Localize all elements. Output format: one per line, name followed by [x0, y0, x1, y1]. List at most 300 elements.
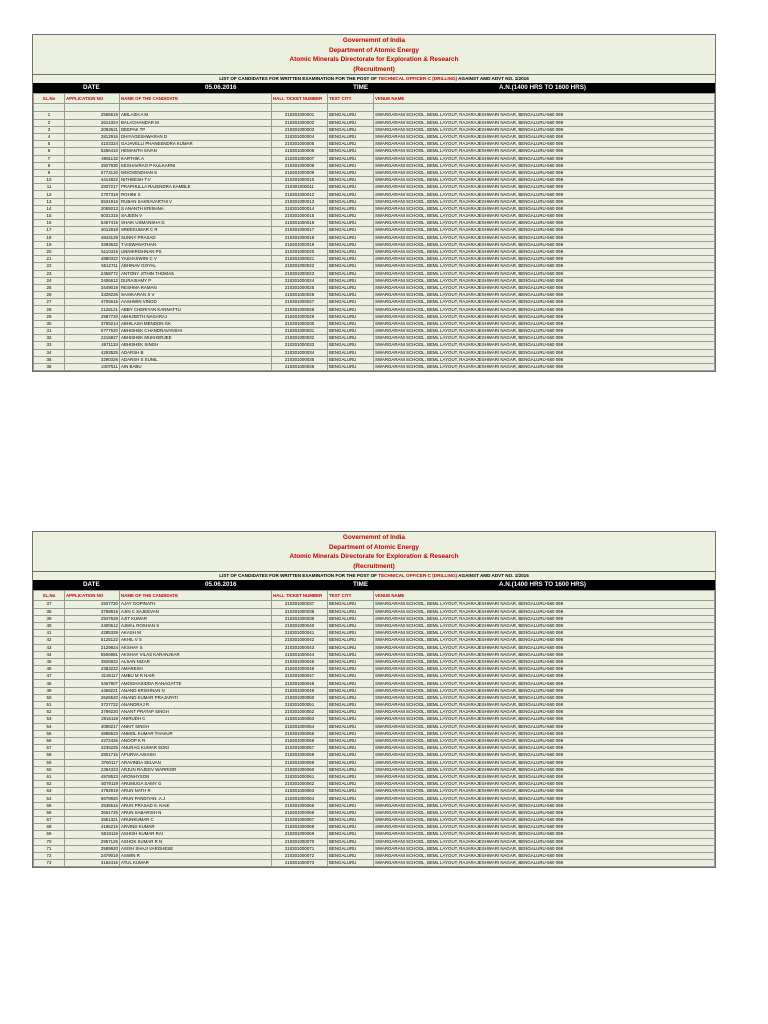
cell-test-city: BENGALURU [328, 680, 374, 687]
cell-venue: SWARGARANI SCHOOL, BEML LAYOUT, RAJARAJESHWARI NAGAR, BENGALURU-560 098 [374, 299, 715, 306]
letterhead-line-4: (Recruitment) [353, 65, 395, 73]
cell-application-no: 2566619 [65, 112, 120, 119]
cell-application-no: 2535516 [65, 802, 120, 809]
cell-application-no: 2406612 [65, 277, 120, 284]
cell-slno: 63 [34, 788, 65, 795]
list-title-suffix: AGAINST AMD ADVT NO. 1/2016 [458, 573, 529, 579]
cell-candidate-name: T.VISWANATHAN [120, 241, 272, 248]
cell-venue: SWARGARANI SCHOOL, BEML LAYOUT, RAJARAJESHWARI NAGAR, BENGALURU-560 098 [374, 651, 715, 658]
cell-hall-ticket: 210301000023 [272, 270, 328, 277]
cell-application-no: 2851321 [65, 817, 120, 824]
cell-test-city: BENGALURU [328, 795, 374, 802]
cell-venue: SWARGARANI SCHOOL, BEML LAYOUT, RAJARAJESHWARI NAGAR, BENGALURU-560 098 [374, 313, 715, 320]
cell-test-city: BENGALURU [328, 687, 374, 694]
cell-test-city: BENGALURU [328, 133, 374, 140]
cell-venue: SWARGARANI SCHOOL, BEML LAYOUT, RAJARAJESHWARI NAGAR, BENGALURU-560 098 [374, 709, 715, 716]
cell-hall-ticket: 210301000054 [272, 723, 328, 730]
table-row [34, 292, 715, 299]
cell-candidate-name: AKHIL V S [120, 637, 272, 644]
cell-candidate-name: UNNIKRISHNAN PS [120, 248, 272, 255]
letterhead-line-1: Governemnt of India [342, 534, 406, 541]
cell-venue: SWARGARANI SCHOOL, BEML LAYOUT, RAJARAJESHWARI NAGAR, BENGALURU-560 098 [374, 320, 715, 327]
cell-application-no: 4971134 [65, 342, 120, 349]
cell-candidate-name: KARTHIK.A [120, 155, 272, 162]
col-header-hall-ticket: HALL TICKET NUMBER [272, 591, 328, 601]
cell-venue: SWARGARANI SCHOOL, BEML LAYOUT, RAJARAJESHWARI NAGAR, BENGALURU-560 098 [374, 155, 715, 162]
cell-application-no: 4285329 [65, 630, 120, 637]
col-header-venue: VENUE NAME [374, 591, 715, 601]
cell-venue: SWARGARANI SCHOOL, BEML LAYOUT, RAJARAJESHWARI NAGAR, BENGALURU-560 098 [374, 694, 715, 701]
cell-test-city: BENGALURU [328, 349, 374, 356]
cell-venue: SWARGARANI SCHOOL, BEML LAYOUT, RAJARAJESHWARI NAGAR, BENGALURU-560 098 [374, 126, 715, 133]
cell-hall-ticket: 210301000055 [272, 730, 328, 737]
table-row [34, 694, 715, 701]
cell-candidate-name: ANMOL KUMAR THAKUR [120, 730, 272, 737]
cell-candidate-name: ASHISH KUMAR RAI [120, 831, 272, 838]
cell-slno: 18 [34, 234, 65, 241]
cell-venue: SWARGARANI SCHOOL, BEML LAYOUT, RAJARAJESHWARI NAGAR, BENGALURU-560 098 [374, 860, 715, 867]
col-header-venue: VENUE NAME [374, 94, 715, 104]
cell-candidate-name: SUNNY PRASAD [120, 234, 272, 241]
cell-venue: SWARGARANI SCHOOL, BEML LAYOUT, RAJARAJESHWARI NAGAR, BENGALURU-560 098 [374, 601, 715, 608]
cell-hall-ticket: 210301000052 [272, 709, 328, 716]
cell-candidate-name: ABILASH A M [120, 112, 272, 119]
cell-application-no: 4414822 [65, 177, 120, 184]
cell-application-no: 4880322 [65, 256, 120, 263]
cell-candidate-name: MOOVENDHAN S [120, 169, 272, 176]
cell-hall-ticket: 210301000003 [272, 126, 328, 133]
cell-candidate-name: ANIRUDH C [120, 716, 272, 723]
cell-candidate-name: ARUN NATH R [120, 788, 272, 795]
table-row [34, 687, 715, 694]
cell-candidate-name: AKSHAY S [120, 644, 272, 651]
cell-slno: 11 [34, 184, 65, 191]
cell-application-no: 3755214 [65, 320, 120, 327]
cell-slno: 31 [34, 328, 65, 335]
cell-hall-ticket: 210301000039 [272, 615, 328, 622]
table-row [34, 234, 715, 241]
cell-test-city: BENGALURU [328, 723, 374, 730]
cell-hall-ticket: 210301000009 [272, 169, 328, 176]
table-header-row [34, 591, 715, 601]
cell-slno: 19 [34, 241, 65, 248]
cell-test-city: BENGALURU [328, 320, 374, 327]
cell-venue: SWARGARANI SCHOOL, BEML LAYOUT, RAJARAJESHWARI NAGAR, BENGALURU-560 098 [374, 234, 715, 241]
table-row [34, 788, 715, 795]
cell-venue: SWARGARANI SCHOOL, BEML LAYOUT, RAJARAJESHWARI NAGAR, BENGALURU-560 098 [374, 191, 715, 198]
cell-hall-ticket: 210301000017 [272, 227, 328, 234]
list-title-post: TECHNICAL OFFICER-C (DRILLING) [378, 76, 458, 82]
cell-test-city: BENGALURU [328, 356, 374, 363]
list-title-suffix: AGAINST AMD ADVT NO. 1/2016 [458, 76, 529, 82]
cell-candidate-name: AKSHAY VILAS KARANJKAR [120, 651, 272, 658]
cell-candidate-name: ABHISHEK CHANDRAVANSHI [120, 328, 272, 335]
table-row [34, 277, 715, 284]
cell-test-city: BENGALURU [328, 802, 374, 809]
col-header-name: NAME OF THE CANDIDATE [120, 94, 272, 104]
cell-venue: SWARGARANI SCHOOL, BEML LAYOUT, RAJARAJESHWARI NAGAR, BENGALURU-560 098 [374, 141, 715, 148]
cell-candidate-name: ARAVINDA SELVAN [120, 759, 272, 766]
cell-test-city: BENGALURU [328, 658, 374, 665]
cell-venue: SWARGARANI SCHOOL, BEML LAYOUT, RAJARAJESHWARI NAGAR, BENGALURU-560 098 [374, 306, 715, 313]
cell-venue: SWARGARANI SCHOOL, BEML LAYOUT, RAJARAJESHWARI NAGAR, BENGALURU-560 098 [374, 328, 715, 335]
cell-slno: 13 [34, 198, 65, 205]
cell-application-no: 3012818 [65, 227, 120, 234]
cell-candidate-name: ARJUN RAJEEV WARRIOR [120, 766, 272, 773]
cell-venue: SWARGARANI SCHOOL, BEML LAYOUT, RAJARAJESHWARI NAGAR, BENGALURU-560 098 [374, 630, 715, 637]
cell-venue: SWARGARANI SCHOOL, BEML LAYOUT, RAJARAJESHWARI NAGAR, BENGALURU-560 098 [374, 852, 715, 859]
table-row [34, 680, 715, 687]
cell-hall-ticket: 210301000068 [272, 824, 328, 831]
cell-hall-ticket: 210301000035 [272, 356, 328, 363]
cell-venue: SWARGARANI SCHOOL, BEML LAYOUT, RAJARAJESHWARI NAGAR, BENGALURU-560 098 [374, 752, 715, 759]
cell-hall-ticket: 210301000059 [272, 759, 328, 766]
cell-venue: SWARGARANI SCHOOL, BEML LAYOUT, RAJARAJESHWARI NAGAR, BENGALURU-560 098 [374, 227, 715, 234]
cell-test-city: BENGALURU [328, 162, 374, 169]
cell-candidate-name: ABHISHEK MUKHERJEE [120, 335, 272, 342]
cell-slno: 41 [34, 630, 65, 637]
table-row [34, 702, 715, 709]
cell-test-city: BENGALURU [328, 622, 374, 629]
cell-candidate-name: ROHINI S [120, 191, 272, 198]
table-row [34, 213, 715, 220]
col-header-slno: SL.No [34, 591, 65, 601]
letterhead-line-3: Atomic Minerals Directorate for Exploration & Research [289, 553, 459, 561]
table-row [34, 781, 715, 788]
cell-hall-ticket: 210301000016 [272, 220, 328, 227]
cell-candidate-name: NITHEESH T.V [120, 177, 272, 184]
cell-application-no: 2215827 [65, 335, 120, 342]
cell-candidate-name: GAJAVELLI PHANEENDRA KUMAR [120, 141, 272, 148]
cell-test-city: BENGALURU [328, 788, 374, 795]
cell-test-city: BENGALURU [328, 845, 374, 852]
table-row [34, 730, 715, 737]
cell-slno: 37 [34, 601, 65, 608]
list-title-prefix: LIST OF CANDIDATES FOR WRITTEN EXAMINATION FOR THE POST OF [219, 573, 377, 579]
cell-slno: 16 [34, 220, 65, 227]
table-row [34, 608, 715, 615]
cell-application-no: 2967126 [65, 838, 120, 845]
cell-test-city: BENGALURU [328, 234, 374, 241]
cell-application-no: 2407511 [65, 363, 120, 370]
cell-slno: 73 [34, 860, 65, 867]
cell-candidate-name: ABHINAV GOYAL [120, 263, 272, 270]
cell-venue: SWARGARANI SCHOOL, BEML LAYOUT, RAJARAJESHWARI NAGAR, BENGALURU-560 098 [374, 248, 715, 255]
table-row [34, 363, 715, 370]
table-row [34, 241, 715, 248]
cell-venue: SWARGARANI SCHOOL, BEML LAYOUT, RAJARAJESHWARI NAGAR, BENGALURU-560 098 [374, 292, 715, 299]
cell-venue: SWARGARANI SCHOOL, BEML LAYOUT, RAJARAJESHWARI NAGAR, BENGALURU-560 098 [374, 220, 715, 227]
cell-test-city: BENGALURU [328, 292, 374, 299]
cell-hall-ticket: 210301000051 [272, 702, 328, 709]
cell-application-no: 4978523 [65, 773, 120, 780]
col-header-test-city: TEST CITY [328, 94, 374, 104]
document-page-1 [32, 34, 716, 372]
cell-venue: SWARGARANI SCHOOL, BEML LAYOUT, RAJARAJESHWARI NAGAR, BENGALURU-560 098 [374, 658, 715, 665]
cell-slno: 43 [34, 644, 65, 651]
cell-slno: 30 [34, 320, 65, 327]
cell-hall-ticket: 210301000001 [272, 112, 328, 119]
cell-venue: SWARGARANI SCHOOL, BEML LAYOUT, RAJARAJESHWARI NAGAR, BENGALURU-560 098 [374, 169, 715, 176]
cell-test-city: BENGALURU [328, 284, 374, 291]
cell-application-no: 4843129 [65, 234, 120, 241]
date-label: DATE [83, 581, 100, 589]
cell-candidate-name: AASHWIN VINOD [120, 299, 272, 306]
cell-application-no: 4706615 [65, 299, 120, 306]
cell-slno: 51 [34, 702, 65, 709]
cell-slno: 1 [34, 112, 65, 119]
cell-test-city: BENGALURU [328, 148, 374, 155]
cell-slno: 62 [34, 781, 65, 788]
cell-slno: 10 [34, 177, 65, 184]
cell-candidate-name: SAJEEN V [120, 213, 272, 220]
cell-candidate-name: DURAISAMY P [120, 277, 272, 284]
cell-candidate-name: SHAIK USMANSHA G [120, 220, 272, 227]
cell-venue: SWARGARANI SCHOOL, BEML LAYOUT, RAJARAJESHWARI NAGAR, BENGALURU-560 098 [374, 773, 715, 780]
cell-application-no: 5031315 [65, 213, 120, 220]
candidate-table [33, 590, 715, 867]
cell-venue: SWARGARANI SCHOOL, BEML LAYOUT, RAJARAJESHWARI NAGAR, BENGALURU-560 098 [374, 845, 715, 852]
time-value: A.N.(1400 HRS TO 1600 HRS) [499, 84, 587, 92]
cell-candidate-name: ALSAN NIZAR [120, 658, 272, 665]
table-row [34, 615, 715, 622]
table-row [34, 205, 715, 212]
cell-application-no: 3449019 [65, 284, 120, 291]
cell-slno: 45 [34, 658, 65, 665]
cell-venue: SWARGARANI SCHOOL, BEML LAYOUT, RAJARAJESHWARI NAGAR, BENGALURU-560 098 [374, 608, 715, 615]
cell-application-no: 5777620 [65, 328, 120, 335]
cell-venue: SWARGARANI SCHOOL, BEML LAYOUT, RAJARAJESHWARI NAGAR, BENGALURU-560 098 [374, 723, 715, 730]
cell-candidate-name: ARUN PRASAD S. NAIK [120, 802, 272, 809]
cell-application-no: 4991132 [65, 155, 120, 162]
time-label: TIME [353, 84, 369, 92]
cell-slno: 7 [34, 155, 65, 162]
cell-slno: 34 [34, 349, 65, 356]
cell-test-city: BENGALURU [328, 169, 374, 176]
cell-venue: SWARGARANI SCHOOL, BEML LAYOUT, RAJARAJESHWARI NAGAR, BENGALURU-560 098 [374, 817, 715, 824]
cell-application-no: 5773120 [65, 169, 120, 176]
cell-hall-ticket: 210301000028 [272, 306, 328, 313]
cell-slno: 53 [34, 716, 65, 723]
cell-slno: 20 [34, 248, 65, 255]
table-row [34, 126, 715, 133]
cell-hall-ticket: 210301000006 [272, 148, 328, 155]
cell-slno: 28 [34, 306, 65, 313]
table-row [34, 838, 715, 845]
table-row [34, 860, 715, 867]
cell-candidate-name: ABBY CHERIYAN KANNATTU [120, 306, 272, 313]
table-spacer-row [34, 104, 715, 112]
cell-candidate-name: YASHASWINI C V [120, 256, 272, 263]
cell-candidate-name: BALACHANDAR M [120, 119, 272, 126]
cell-application-no: 2383222 [65, 666, 120, 673]
cell-test-city: BENGALURU [328, 709, 374, 716]
cell-application-no: 2816118 [65, 716, 120, 723]
cell-venue: SWARGARANI SCHOOL, BEML LAYOUT, RAJARAJESHWARI NAGAR, BENGALURU-560 098 [374, 637, 715, 644]
cell-venue: SWARGARANI SCHOOL, BEML LAYOUT, RAJARAJESHWARI NAGAR, BENGALURU-560 098 [374, 213, 715, 220]
cell-application-no: 3393632 [65, 241, 120, 248]
cell-slno: 8 [34, 162, 65, 169]
cell-test-city: BENGALURU [328, 256, 374, 263]
table-row [34, 328, 715, 335]
date-time-bar [33, 580, 715, 590]
cell-slno: 55 [34, 730, 65, 737]
cell-test-city: BENGALURU [328, 184, 374, 191]
cell-venue: SWARGARANI SCHOOL, BEML LAYOUT, RAJARAJESHWARI NAGAR, BENGALURU-560 098 [374, 673, 715, 680]
cell-venue: SWARGARANI SCHOOL, BEML LAYOUT, RAJARAJESHWARI NAGAR, BENGALURU-560 098 [374, 730, 715, 737]
cell-candidate-name: ANTONY JITHIN THOMAS [120, 270, 272, 277]
cell-application-no: 5079119 [65, 781, 120, 788]
col-header-application-no: APPLICATION NO [65, 94, 120, 104]
table-row [34, 263, 715, 270]
cell-slno: 68 [34, 824, 65, 831]
cell-hall-ticket: 210301000019 [272, 241, 328, 248]
cell-venue: SWARGARANI SCHOOL, BEML LAYOUT, RAJARAJESHWARI NAGAR, BENGALURU-560 098 [374, 284, 715, 291]
cell-test-city: BENGALURU [328, 126, 374, 133]
table-row [34, 673, 715, 680]
cell-venue: SWARGARANI SCHOOL, BEML LAYOUT, RAJARAJESHWARI NAGAR, BENGALURU-560 098 [374, 112, 715, 119]
cell-venue: SWARGARANI SCHOOL, BEML LAYOUT, RAJARAJESHWARI NAGAR, BENGALURU-560 098 [374, 687, 715, 694]
cell-slno: 32 [34, 335, 65, 342]
cell-test-city: BENGALURU [328, 227, 374, 234]
time-label: TIME [353, 581, 369, 589]
table-row [34, 809, 715, 816]
cell-candidate-name: AJIN C SAJEEVAN [120, 608, 272, 615]
cell-test-city: BENGALURU [328, 673, 374, 680]
cell-hall-ticket: 210301000063 [272, 788, 328, 795]
cell-test-city: BENGALURU [328, 263, 374, 270]
cell-test-city: BENGALURU [328, 363, 374, 370]
date-value: 05.06.2016 [205, 84, 237, 92]
table-row [34, 356, 715, 363]
cell-candidate-name: ABHISHEK SINGH [120, 342, 272, 349]
table-row [34, 248, 715, 255]
table-row [34, 759, 715, 766]
cell-candidate-name: AMARESH [120, 666, 272, 673]
cell-slno: 65 [34, 802, 65, 809]
col-header-hall-ticket: HALL TICKET NUMBER [272, 94, 328, 104]
cell-venue: SWARGARANI SCHOOL, BEML LAYOUT, RAJARAJESHWARI NAGAR, BENGALURU-560 098 [374, 256, 715, 263]
cell-test-city: BENGALURU [328, 241, 374, 248]
cell-hall-ticket: 210301000070 [272, 838, 328, 845]
cell-test-city: BENGALURU [328, 155, 374, 162]
cell-application-no: 5125122 [65, 637, 120, 644]
cell-application-no: 3328225 [65, 292, 120, 299]
cell-application-no: 5506981 [65, 651, 120, 658]
cell-slno: 14 [34, 205, 65, 212]
table-row [34, 148, 715, 155]
col-header-application-no: APPLICATION NO [65, 591, 120, 601]
cell-slno: 44 [34, 651, 65, 658]
cell-slno: 4 [34, 133, 65, 140]
table-row [34, 766, 715, 773]
cell-hall-ticket: 210301000062 [272, 781, 328, 788]
cell-hall-ticket: 210301000008 [272, 162, 328, 169]
date-time-bar [33, 83, 715, 93]
table-row [34, 133, 715, 140]
table-row [34, 342, 715, 349]
cell-slno: 38 [34, 608, 65, 615]
col-header-name: NAME OF THE CANDIDATE [120, 591, 272, 601]
cell-candidate-name: DEEPAK TP [120, 126, 272, 133]
cell-hall-ticket: 210301000011 [272, 184, 328, 191]
cell-application-no: 2129924 [65, 644, 120, 651]
cell-application-no: 2458772 [65, 270, 120, 277]
cell-venue: SWARGARANI SCHOOL, BEML LAYOUT, RAJARAJESHWARI NAGAR, BENGALURU-560 098 [374, 198, 715, 205]
cell-hall-ticket: 210301000042 [272, 637, 328, 644]
cell-hall-ticket: 210301000041 [272, 630, 328, 637]
cell-application-no: 3727722 [65, 702, 120, 709]
cell-hall-ticket: 210301000071 [272, 845, 328, 852]
cell-slno: 49 [34, 687, 65, 694]
cell-application-no: 2837217 [65, 184, 120, 191]
cell-candidate-name: ARUMUGA SAMY G [120, 781, 272, 788]
cell-test-city: BENGALURU [328, 213, 374, 220]
cell-test-city: BENGALURU [328, 824, 374, 831]
cell-test-city: BENGALURU [328, 860, 374, 867]
table-row [34, 852, 715, 859]
table-row [34, 162, 715, 169]
cell-slno: 64 [34, 795, 65, 802]
cell-application-no: 5110315 [65, 248, 120, 255]
cell-slno: 40 [34, 622, 65, 629]
cell-hall-ticket: 210301000061 [272, 773, 328, 780]
cell-hall-ticket: 210301000058 [272, 752, 328, 759]
cell-test-city: BENGALURU [328, 248, 374, 255]
cell-venue: SWARGARANI SCHOOL, BEML LAYOUT, RAJARAJESHWARI NAGAR, BENGALURU-560 098 [374, 831, 715, 838]
cell-slno: 35 [34, 356, 65, 363]
cell-slno: 59 [34, 759, 65, 766]
cell-application-no: 2987720 [65, 313, 120, 320]
cell-slno: 69 [34, 831, 65, 838]
cell-venue: SWARGARANI SCHOOL, BEML LAYOUT, RAJARAJESHWARI NAGAR, BENGALURU-560 098 [374, 162, 715, 169]
cell-candidate-name: ARUNKUMAR C [120, 817, 272, 824]
cell-test-city: BENGALURU [328, 205, 374, 212]
cell-slno: 24 [34, 277, 65, 284]
cell-application-no: 2947628 [65, 615, 120, 622]
cell-test-city: BENGALURU [328, 601, 374, 608]
cell-hall-ticket: 210301000048 [272, 680, 328, 687]
cell-slno: 48 [34, 680, 65, 687]
cell-candidate-name: DHIYAGESHWARAN D [120, 133, 272, 140]
cell-slno: 21 [34, 256, 65, 263]
cell-slno: 26 [34, 292, 65, 299]
letterhead-line-2: Department of Atomic Energy [329, 46, 419, 54]
cell-venue: SWARGARANI SCHOOL, BEML LAYOUT, RAJARAJESHWARI NAGAR, BENGALURU-560 098 [374, 342, 715, 349]
table-row [34, 824, 715, 831]
letterhead [33, 35, 715, 74]
cell-slno: 60 [34, 766, 65, 773]
cell-test-city: BENGALURU [328, 191, 374, 198]
cell-test-city: BENGALURU [328, 737, 374, 744]
cell-test-city: BENGALURU [328, 838, 374, 845]
cell-application-no: 3799220 [65, 709, 120, 716]
cell-test-city: BENGALURU [328, 328, 374, 335]
cell-venue: SWARGARANI SCHOOL, BEML LAYOUT, RAJARAJESHWARI NAGAR, BENGALURU-560 098 [374, 745, 715, 752]
cell-hall-ticket: 210301000047 [272, 673, 328, 680]
table-row [34, 306, 715, 313]
cell-application-no: 2707318 [65, 191, 120, 198]
cell-hall-ticket: 210301000024 [272, 277, 328, 284]
cell-slno: 47 [34, 673, 65, 680]
cell-application-no: 4235225 [65, 745, 120, 752]
table-row [34, 644, 715, 651]
cell-candidate-name: ABHILASH MENDON GK [120, 320, 272, 327]
cell-hall-ticket: 210301000049 [272, 687, 328, 694]
table-row [34, 198, 715, 205]
cell-hall-ticket: 210301000013 [272, 198, 328, 205]
cell-application-no: 5531916 [65, 198, 120, 205]
